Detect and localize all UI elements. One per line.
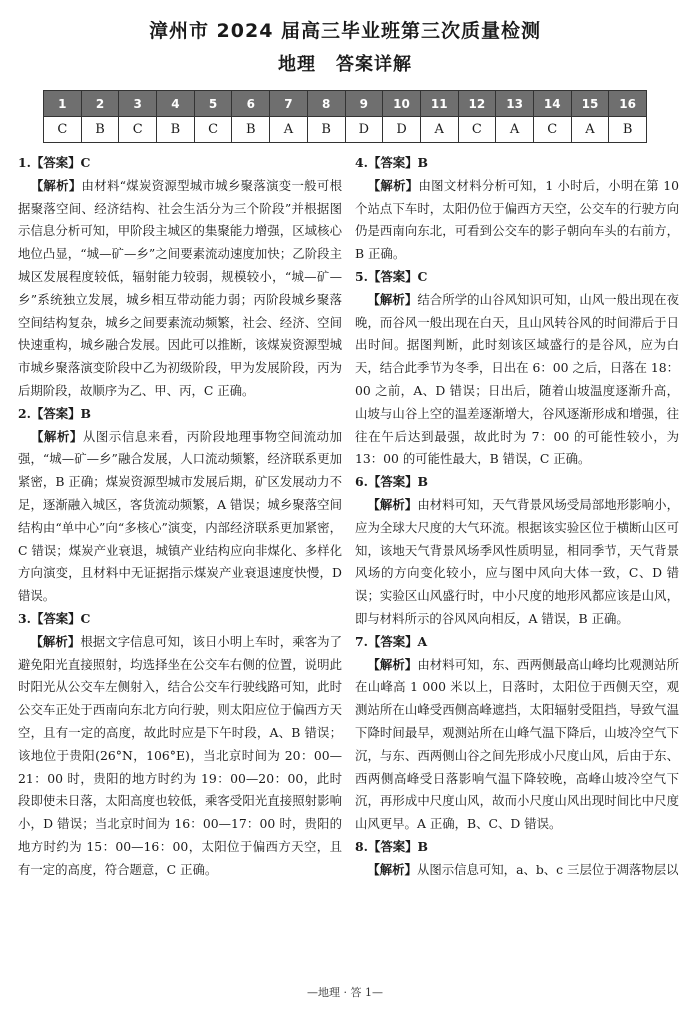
question-block (355, 152, 679, 266)
answer-value: B (417, 838, 428, 854)
indent-space (355, 292, 367, 307)
explanation-paragraph (18, 631, 342, 882)
answer-cell: C (119, 117, 157, 143)
question-number-cell: 13 (496, 91, 534, 117)
document-title: 漳州市 2024 届高三毕业班第三次质量检测 (148, 20, 542, 42)
indent-space (355, 497, 367, 512)
answer-cell: B (307, 117, 345, 143)
question-number: 2. (18, 405, 31, 421)
answer-cell: A (270, 117, 308, 143)
explanation-paragraph (355, 859, 679, 882)
question-block (18, 608, 342, 882)
answer-value: C (417, 268, 428, 284)
answer-label: 【答案】 (367, 268, 418, 284)
explanation-paragraph (18, 175, 342, 403)
question-number-cell: 6 (232, 91, 270, 117)
question-block (355, 631, 679, 836)
document-subtitle (0, 50, 690, 76)
right-column (355, 152, 679, 882)
question-number-cell: 16 (609, 91, 647, 117)
question-block (355, 836, 679, 882)
question-block (18, 152, 342, 403)
indent-space (355, 657, 367, 672)
question-number-cell: 8 (307, 91, 345, 117)
question-number-cell: 9 (345, 91, 383, 117)
answer-cell: B (232, 117, 270, 143)
explanation-label: 【解析】 (367, 861, 417, 877)
explanation-label: 【解析】 (30, 428, 83, 444)
answer-value: C (80, 610, 91, 626)
answer-value: B (417, 474, 428, 490)
answer-value: B (80, 405, 91, 421)
question-number-cell: 11 (420, 91, 458, 117)
explanation-paragraph (355, 494, 679, 631)
answer-label: 【答案】 (30, 155, 81, 170)
answer-label: 【答案】 (30, 405, 81, 421)
question-number: 4. (355, 155, 368, 170)
answer-value: B (417, 155, 428, 170)
indent-space (355, 178, 367, 193)
explanation-label: 【解析】 (367, 496, 418, 512)
answer-key-table (43, 90, 647, 143)
answer-line (18, 403, 342, 426)
question-block (18, 403, 342, 608)
indent-space (18, 429, 30, 444)
question-number: 3. (18, 610, 31, 626)
answer-cell: D (383, 117, 421, 143)
answer-table-number-row (44, 91, 647, 117)
question-number-cell: 2 (81, 91, 119, 117)
answer-cell: C (458, 117, 496, 143)
explanation-paragraph (355, 289, 679, 471)
answer-cell: C (533, 117, 571, 143)
explanation-label: 【解析】 (30, 633, 81, 649)
explanation-paragraph (355, 175, 679, 266)
answer-line (355, 836, 679, 859)
explanation-text: 从图示信息可知，a、b、c 三层位于凋落物层以 (416, 861, 679, 877)
explanation-label: 【解析】 (367, 291, 418, 307)
question-number-cell: 10 (383, 91, 421, 117)
indent-space (18, 634, 30, 649)
question-number-cell: 12 (458, 91, 496, 117)
explanation-text: 从图示信息来看，丙阶段地理事物空间流动加强，“城—矿—乡”融合发展，人口流动频繁，经济联系更加紧密，B 正确；煤炭资源型城市发展后期，矿区发展动力不足，逐渐融入城区，客货流动频繁，A 错误；城乡聚落空间结构由“单中心”向“多核心”演变，内部经济联系更加紧密，C 错误；煤炭产业衰退，城镇产业结构应向非煤化、多样化方向演变，且材料中无证据指示煤炭产业衰退速度快慢，D 错误。 (18, 428, 343, 604)
explanation-text: 由材料可知，东、西两侧最高山峰均比观测站所在山峰高 1 000 米以上，日落时，太阳位于西侧天空，观测站所在山峰受西侧高峰遮挡，太阳辐射受阻挡，导致气温下降时间最早，观测站所在山峰气温下降后，山坡冷空气下沉，与东、西两侧山谷之间先形成小尺度山风，后由于东、西两侧高峰受日落影响气温下降较晚，高峰山坡冷空气下沉，再形成中尺度山风，故而小尺度山风出现时间比中尺度山风更早。A 正确，B、C、D 错误。 (355, 656, 680, 832)
explanation-paragraph (18, 426, 342, 608)
explanation-text: 结合所学的山谷风知识可知，山风一般出现在夜晚，而谷风一般出现在白天，且山风转谷风的时间滞后于日出时间。据图判断，此时刻该区域盛行的是谷风，应为白天，结合此季节为冬季，日出在 6：00 之后，日落在 18：00 之前，A、D 错误；日出后，随着山坡温度逐渐升高，山坡与山谷上空的温差逐渐增大，谷风逐渐形成和增强，往往在午后达到最强，故此时为 7：00 的可能性较小，为 13：00 的可能性最大，B 错误，C 正确。 (355, 291, 680, 467)
question-number-cell: 15 (571, 91, 609, 117)
answer-cell: A (496, 117, 534, 143)
answer-label: 【答案】 (367, 633, 418, 649)
left-column (18, 152, 342, 882)
answer-label: 【答案】 (30, 610, 81, 626)
question-number-cell: 1 (44, 91, 82, 117)
question-block (355, 471, 679, 631)
answer-value: A (417, 633, 428, 649)
indent-space (355, 862, 367, 877)
question-number: 5. (355, 268, 368, 284)
explanation-text: 由材料可知，天气背景风场受局部地形影响小，应为全球大尺度的大气环流。根据该实验区位于横断山区可知，该地天气背景风场季风性质明显，相同季节，天气背景风场的方向变化较小，应与图中风向大体一致，C、D 错误；实验区山风盛行时，中小尺度的地形风都应该是山风，即与材料所示的谷风风向相反，A 错误，B 正确。 (355, 496, 680, 626)
answer-table-answer-row (44, 117, 647, 143)
question-number-cell: 3 (119, 91, 157, 117)
answer-cell: B (157, 117, 195, 143)
doc-type-label: 答案详解 (336, 54, 412, 75)
answer-line (18, 152, 342, 175)
question-number-cell: 4 (157, 91, 195, 117)
answer-line (355, 631, 679, 654)
subject-label: 地理 (278, 54, 316, 75)
explanation-label: 【解析】 (367, 177, 419, 193)
answer-label: 【答案】 (367, 155, 418, 170)
answer-line (355, 471, 679, 494)
answer-cell: A (420, 117, 458, 143)
indent-space (18, 178, 30, 193)
answer-line (355, 152, 679, 175)
answer-label: 【答案】 (367, 838, 418, 854)
explanation-label: 【解析】 (367, 656, 418, 672)
answer-line (355, 266, 679, 289)
answer-label: 【答案】 (367, 474, 418, 490)
answer-line (18, 608, 342, 631)
question-number: 6. (355, 474, 368, 490)
explanation-text: 根据文字信息可知，该日小明上车时，乘客为了避免阳光直接照射，均选择坐在公交车右侧的位置，说明此时阳光从公交车左侧射入，结合公交车行驶线路可知，此时公交车正处于西南向东北方向行驶，则太阳应位于偏西方天空，且有一定的高度，故此时应是下午时段，A、B 错误；该地位于贵阳(26°N，106°E)，当北京时间为 20：00—21：00 时，贵阳的地方时约为 19：00—20：00，此时段即使未日落，太阳高度也较低，乘客受阳光直接照射影响小，D 错误；当北京时间为 16：00—17：00 时，贵阳的地方时约为 15：00—16：00，太阳位于偏西方天空，且有一定的高度，符合题意，C 正确。 (18, 633, 343, 877)
question-number: 7. (355, 633, 368, 649)
question-number-cell: 5 (194, 91, 232, 117)
answer-cell: C (194, 117, 232, 143)
answer-value: C (80, 155, 91, 170)
answer-cell: B (609, 117, 647, 143)
question-block (355, 266, 679, 471)
question-number-cell: 7 (270, 91, 308, 117)
question-number: 1. (18, 155, 31, 170)
question-number-cell: 14 (533, 91, 571, 117)
page-footer: —地理 · 答 1— (307, 986, 383, 999)
answer-cell: B (81, 117, 119, 143)
question-number: 8. (355, 838, 368, 854)
answer-cell: C (44, 117, 82, 143)
explanation-label: 【解析】 (30, 177, 82, 193)
answer-cell: A (571, 117, 609, 143)
explanation-paragraph (355, 654, 679, 836)
answer-cell: D (345, 117, 383, 143)
explanation-text: 由材料“煤炭资源型城市城乡聚落演变一般可根据聚落空间、经济结构、社会生活分为三个阶段”并根据图示信息分析可知，甲阶段主城区的集聚能力增强，区域核心地位凸显，“城—矿—乡”之间要素流动速度加快；乙阶段主城区发展程度较低，辐射能力较弱，规模较小，“城—矿—乡”系统独立发展，城乡相互带动能力弱；丙阶段城乡聚落空间结构复杂，城乡之间要素流动频繁，社会、经济、空间快速重构，城乡融合发展。因此可以推断，该煤炭资源型城市城乡聚落演变阶段中乙为初级阶段，甲为发展阶段，丙为后期阶段，故顺序为乙、甲、丙，C 正确。 (18, 177, 342, 398)
explanation-text: 由图文材料分析可知，1 小时后，小明在第 10 个站点下车时，太阳仍位于偏西方天空，公交车的行驶方向仍是西南向东北，可看到公交车的影子朝向车头的右前方，B 正确。 (355, 177, 679, 262)
